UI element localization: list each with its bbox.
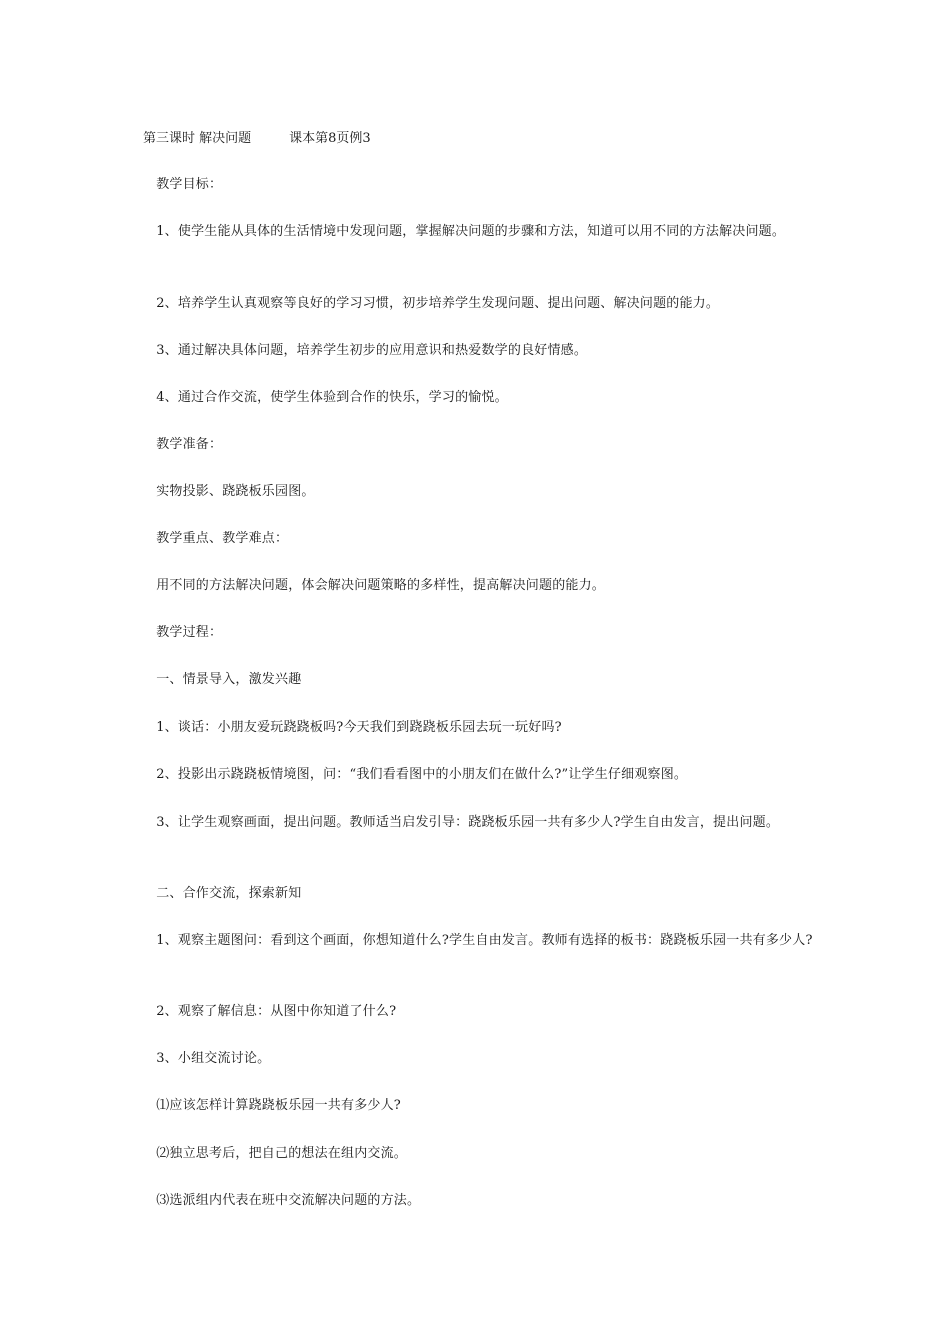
sub-step-3: ⑶选派组内代表在班中交流解决问题的方法。 (143, 1193, 421, 1208)
section-1-heading: 一、情景导入，激发兴趣 (143, 672, 302, 687)
heading-process: 教学过程： (143, 625, 223, 640)
heading-preparation: 教学准备： (143, 437, 223, 452)
section-2-heading: 二、合作交流，探索新知 (143, 886, 302, 901)
goal-4: 4、通过合作交流，使学生体验到合作的快乐，学习的愉悦。 (143, 390, 508, 405)
goal-1: 1、使学生能从具体的生活情境中发现问题，掌握解决问题的步骤和方法，知道可以用不同的方法解决问题。 (143, 224, 786, 239)
section-2-step-2: 2、观察了解信息：从图中你知道了什么? (143, 1004, 397, 1019)
section-2-step-1: 1、观察主题图问：看到这个画面，你想知道什么?学生自由发言。教师有选择的板书：跷跷板乐园一共有多少人? (143, 933, 813, 948)
lesson-header (143, 127, 371, 151)
section-1-step-1: 1、谈话：小朋友爱玩跷跷板吗?今天我们到跷跷板乐园去玩一玩好吗? (143, 720, 562, 735)
section-1-step-2: 2、投影出示跷跷板情境图，问：“我们看看图中的小朋友们在做什么?”让学生仔细观察图。 (143, 767, 688, 782)
goal-3: 3、通过解决具体问题，培养学生初步的应用意识和热爱数学的良好情感。 (143, 343, 588, 358)
section-2-step-3: 3、小组交流讨论。 (143, 1051, 271, 1066)
goal-2: 2、培养学生认真观察等良好的学习习惯，初步培养学生发现问题、提出问题、解决问题的能力。 (143, 296, 720, 311)
textbook-reference: 课本第8页例3 (289, 131, 371, 146)
sub-step-2: ⑵独立思考后，把自己的想法在组内交流。 (143, 1146, 408, 1161)
heading-key-points: 教学重点、教学难点： (143, 531, 289, 546)
lesson-title: 第三课时 解决问题 (143, 131, 252, 146)
section-1-step-3: 3、让学生观察画面，提出问题。教师适当启发引导：跷跷板乐园一共有多少人?学生自由发言，提出问题。 (143, 815, 780, 830)
heading-teaching-goals: 教学目标： (143, 177, 223, 192)
key-points-text: 用不同的方法解决问题，体会解决问题策略的多样性，提高解决问题的能力。 (143, 578, 606, 593)
sub-step-1: ⑴应该怎样计算跷跷板乐园一共有多少人? (143, 1098, 401, 1113)
preparation-items: 实物投影、跷跷板乐园图。 (143, 484, 315, 499)
